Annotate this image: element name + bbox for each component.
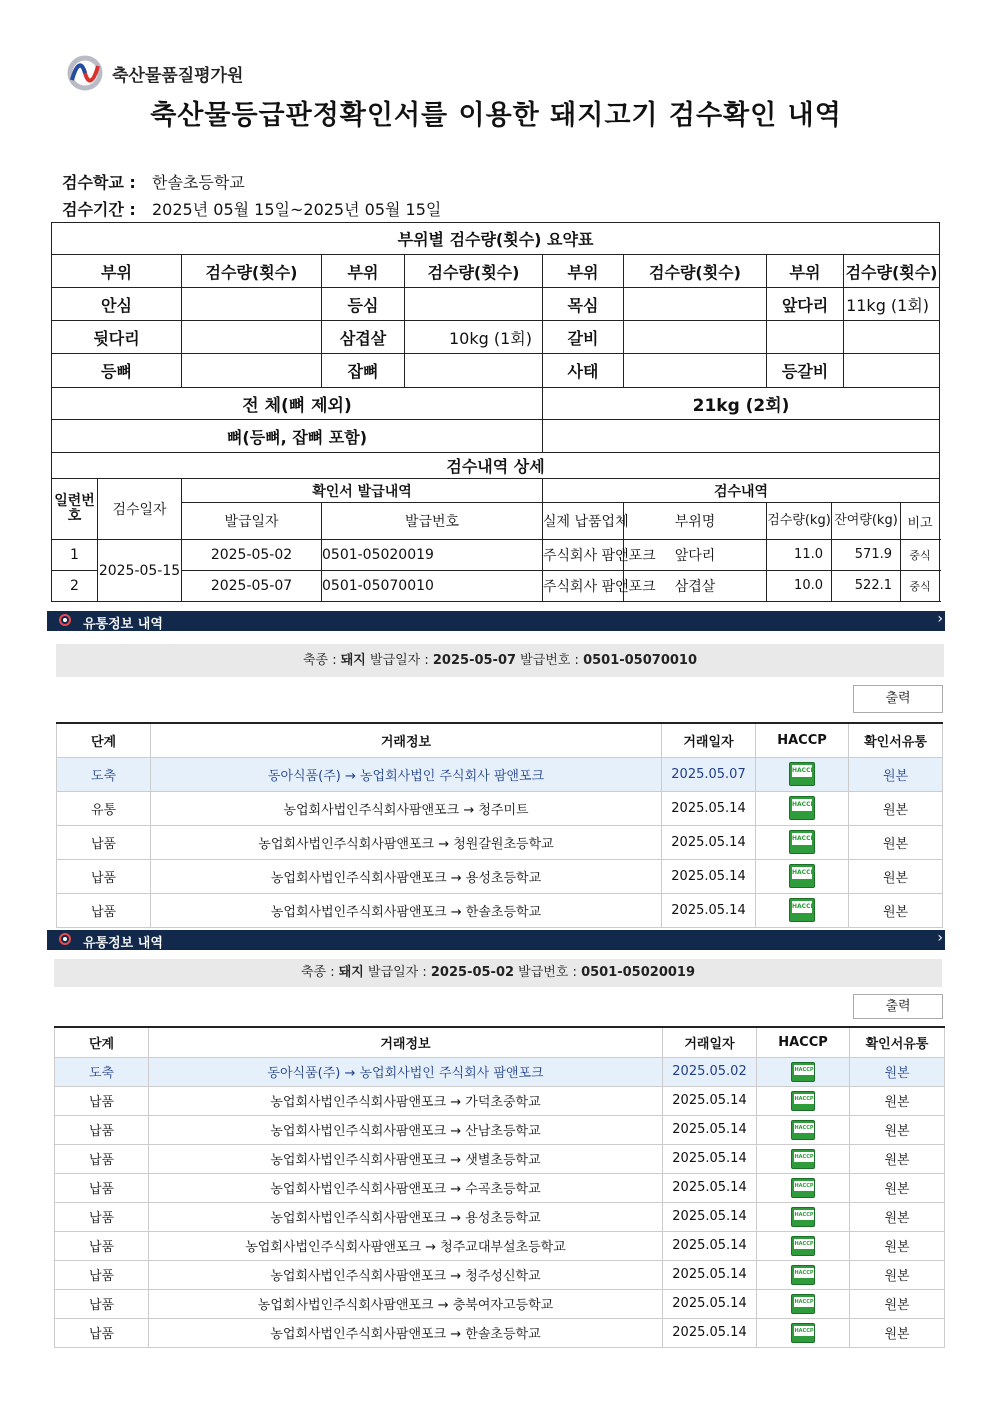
trade-date-cell: 2025.05.07 — [662, 757, 756, 791]
cert-cell: 원본 — [850, 1115, 945, 1144]
trade-info-cell: 농업회사법인주식회사팜앤포크 → 충북여자고등학교 — [149, 1289, 663, 1318]
stage-cell: 납품 — [57, 893, 151, 927]
print-button[interactable]: 출력 — [853, 685, 943, 713]
amount-header: 검수량(kg) — [767, 503, 832, 539]
table-row[interactable] — [55, 1231, 945, 1260]
haccp-badge-text: HACCP — [794, 1240, 814, 1247]
remain-cell: 522.1 — [832, 571, 901, 601]
stage-cell: 납품 — [55, 1086, 149, 1115]
stage-cell: 납품 — [55, 1144, 149, 1173]
summary-title: 부위별 검수량(횟수) 요약표 — [52, 223, 940, 255]
haccp-badge-icon — [789, 864, 815, 888]
detail-row — [52, 571, 940, 602]
table-row[interactable] — [55, 1173, 945, 1202]
haccp-cell — [757, 1086, 850, 1115]
stage-cell: 납품 — [55, 1115, 149, 1144]
table-row[interactable] — [57, 825, 943, 859]
amount-cell — [624, 288, 767, 321]
haccp-badge-icon — [789, 796, 815, 820]
amount-cell — [624, 354, 767, 388]
issue-date-value: 2025-05-02 — [430, 965, 515, 980]
print-button[interactable]: 출력 — [853, 994, 943, 1019]
school-row — [62, 170, 245, 193]
period-value: 2025년 05월 15일~2025년 05월 15일 — [152, 200, 442, 219]
trade-info-cell: 동아식품(주) → 농업회사법인 주식회사 팜앤포크 — [149, 1057, 663, 1086]
part-cell: 삼겹살 — [322, 321, 405, 354]
table-row[interactable] — [55, 1144, 945, 1173]
serial-cell: 1 — [52, 540, 98, 571]
haccp-badge-icon — [791, 1062, 815, 1082]
table-row[interactable] — [57, 859, 943, 893]
table-row[interactable] — [55, 1260, 945, 1289]
trade-info-header: 거래정보 — [151, 723, 662, 757]
haccp-badge-icon — [791, 1091, 815, 1111]
trade-date-cell: 2025.05.14 — [663, 1231, 757, 1260]
trade-date-cell: 2025.05.14 — [663, 1086, 757, 1115]
amount-cell: 11kg (1회) — [844, 288, 940, 321]
haccp-cell — [757, 1173, 850, 1202]
haccp-badge-icon — [789, 898, 815, 922]
date-header: 검수일자 — [98, 479, 182, 540]
table-row[interactable] — [57, 893, 943, 927]
haccp-badge-text: HACCP — [794, 1066, 814, 1073]
trade-info-cell: 농업회사법인주식회사팜앤포크 → 샛별초등학교 — [149, 1144, 663, 1173]
haccp-header: HACCP — [757, 1027, 850, 1057]
part-cell: 안심 — [52, 288, 182, 321]
dist-info-2 — [54, 959, 942, 987]
issue-no-value: 0501-05020019 — [581, 965, 696, 980]
haccp-badge-text: HACCP — [794, 1298, 814, 1305]
issue-no-label: 발급번호 : — [516, 653, 584, 668]
amount-cell — [182, 321, 322, 354]
dist-bar-title: 유통정보 내역 — [83, 617, 163, 632]
haccp-badge-text: HACCP — [794, 1124, 814, 1131]
haccp-badge-icon — [791, 1178, 815, 1198]
bone-label: 뼈(등뼈, 잡뼈 포함) — [52, 420, 543, 453]
stage-cell: 도축 — [55, 1057, 149, 1086]
col-amount: 검수량(횟수) — [624, 255, 767, 288]
trade-date-cell: 2025.05.14 — [663, 1115, 757, 1144]
cert-cell: 원본 — [850, 1057, 945, 1086]
cert-cell: 원본 — [849, 893, 943, 927]
issue-date-cell: 2025-05-07 — [182, 571, 322, 602]
part-cell: 등갈비 — [767, 354, 844, 388]
issue-no-value: 0501-05070010 — [583, 653, 698, 668]
haccp-badge-icon — [791, 1265, 815, 1285]
table-row[interactable] — [55, 1086, 945, 1115]
trade-info-cell: 농업회사법인주식회사팜앤포크 → 한솔초등학교 — [149, 1318, 663, 1347]
stage-cell: 유통 — [57, 791, 151, 825]
haccp-cell — [757, 1289, 850, 1318]
cert-cell: 원본 — [850, 1173, 945, 1202]
amount-cell — [405, 354, 543, 388]
dist-bar-title: 유통정보 내역 — [83, 936, 163, 951]
stage-cell: 납품 — [55, 1231, 149, 1260]
org-name: 축산물품질평가원 — [112, 66, 244, 86]
cert-cell: 원본 — [850, 1144, 945, 1173]
logo-mark-icon — [66, 56, 106, 90]
bone-value — [543, 420, 940, 453]
issue-no-cell: 0501-05070010 — [322, 571, 543, 602]
issue-no-header: 발급번호 — [322, 503, 543, 540]
cert-cell: 원본 — [850, 1289, 945, 1318]
trade-date-cell: 2025.05.14 — [663, 1202, 757, 1231]
table-row[interactable] — [55, 1115, 945, 1144]
trade-date-cell: 2025.05.14 — [663, 1173, 757, 1202]
trade-date-cell: 2025.05.14 — [663, 1144, 757, 1173]
trade-info-cell: 동아식품(주) → 농업회사법인 주식회사 팜앤포크 — [151, 757, 662, 791]
table-row[interactable] — [55, 1057, 945, 1086]
haccp-cell — [756, 825, 849, 859]
issue-date-label: 발급일자 : — [365, 653, 433, 668]
haccp-badge-icon — [791, 1120, 815, 1140]
trade-date-cell: 2025.05.14 — [663, 1289, 757, 1318]
trade-info-cell: 농업회사법인주식회사팜앤포크 → 한솔초등학교 — [151, 893, 662, 927]
trade-info-cell: 농업회사법인주식회사팜앤포크 → 청원갈원초등학교 — [151, 825, 662, 859]
note-cell: 중식 — [909, 549, 931, 562]
part-cell: 사태 — [543, 354, 624, 388]
chevron-right-icon[interactable]: › — [937, 611, 943, 627]
col-part: 부위 — [543, 255, 624, 288]
trade-info-cell: 농업회사법인주식회사팜앤포크 → 용성초등학교 — [151, 859, 662, 893]
amount-note-headers — [767, 503, 940, 540]
total-value: 21kg (2회) — [543, 388, 940, 420]
haccp-badge-icon — [789, 762, 815, 786]
stage-cell: 도축 — [57, 757, 151, 791]
table-row[interactable] — [57, 791, 943, 825]
haccp-badge-icon — [791, 1323, 815, 1343]
trade-date-cell: 2025.05.14 — [663, 1318, 757, 1347]
stage-cell: 납품 — [55, 1260, 149, 1289]
summary-table — [51, 222, 940, 602]
stage-cell: 납품 — [55, 1289, 149, 1318]
chevron-right-icon[interactable]: › — [937, 930, 943, 946]
amount-cells — [767, 571, 940, 602]
page-title: 축산물등급판정확인서를 이용한 돼지고기 검수확인 내역 — [150, 100, 842, 131]
issue-no-label: 발급번호 : — [514, 965, 582, 980]
amount-cells — [767, 540, 940, 571]
haccp-badge-icon — [791, 1294, 815, 1314]
amount-cell — [844, 321, 940, 354]
cert-cell: 원본 — [850, 1318, 945, 1347]
haccp-cell — [756, 859, 849, 893]
stage-cell: 납품 — [55, 1318, 149, 1347]
supplier-header: 실제 납품업체 — [543, 503, 624, 540]
cert-cell: 원본 — [850, 1231, 945, 1260]
note-cell: 중식 — [909, 580, 931, 593]
haccp-badge-text: HACCP — [794, 1327, 814, 1334]
part-header: 부위명 — [624, 503, 767, 540]
trade-date-header: 거래일자 — [662, 723, 756, 757]
summary-row — [52, 354, 940, 388]
haccp-badge-text: HACCP — [794, 1153, 814, 1160]
part-cell: 잡뼈 — [322, 354, 405, 388]
supplier-cell: 주식회사 팜앤포크 — [543, 571, 624, 602]
issue-date-label: 발급일자 : — [363, 965, 431, 980]
haccp-badge-text: HACCP — [792, 901, 812, 913]
trade-date-cell: 2025.05.14 — [662, 893, 756, 927]
haccp-cell — [757, 1202, 850, 1231]
trade-info-header: 거래정보 — [149, 1027, 663, 1057]
school-value: 한솔초등학교 — [152, 173, 245, 192]
stage-cell: 납품 — [57, 825, 151, 859]
trade-info-cell: 농업회사법인주식회사팜앤포크 → 청주미트 — [151, 791, 662, 825]
haccp-badge-text: HACCP — [794, 1269, 814, 1276]
col-amount: 검수량(횟수) — [182, 255, 322, 288]
amount-cell — [405, 288, 543, 321]
stage-header: 단계 — [57, 723, 151, 757]
amount-cell: 10.0 — [767, 571, 832, 601]
haccp-header: HACCP — [756, 723, 849, 757]
dist-table-1 — [56, 722, 943, 928]
col-amount: 검수량(횟수) — [405, 255, 543, 288]
trade-date-header: 거래일자 — [663, 1027, 757, 1057]
check-group-header: 검수내역 — [543, 479, 940, 503]
table-row[interactable] — [55, 1318, 945, 1347]
dist-info-1 — [56, 644, 944, 677]
haccp-badge-text: HACCP — [792, 867, 812, 879]
issue-date-cell: 2025-05-02 — [182, 540, 322, 571]
species-label: 축종 : — [302, 653, 341, 668]
check-date-cell: 2025-05-15 — [98, 540, 182, 602]
serial-header: 일련번호 — [52, 479, 98, 540]
haccp-badge-text: HACCP — [792, 765, 812, 777]
haccp-badge-text: HACCP — [792, 799, 812, 811]
part-cell: 삼겹살 — [624, 571, 767, 602]
haccp-badge-icon — [789, 830, 815, 854]
haccp-cell — [757, 1318, 850, 1347]
table-row[interactable] — [55, 1202, 945, 1231]
trade-date-cell: 2025.05.14 — [663, 1260, 757, 1289]
remain-header: 잔여량(kg) — [832, 503, 901, 539]
issue-date-value: 2025-05-07 — [432, 653, 517, 668]
cert-cell: 원본 — [849, 825, 943, 859]
period-row — [62, 197, 441, 220]
trade-date-cell: 2025.05.14 — [662, 859, 756, 893]
haccp-badge-icon — [791, 1236, 815, 1256]
note-header: 비고 — [907, 515, 933, 531]
cert-cell: 원본 — [849, 757, 943, 791]
serial-cell: 2 — [52, 571, 98, 602]
part-cell: 등심 — [322, 288, 405, 321]
part-cell: 앞다리 — [624, 540, 767, 571]
cert-header: 확인서유통 — [849, 723, 943, 757]
trade-info-cell: 농업회사법인주식회사팜앤포크 → 수곡초등학교 — [149, 1173, 663, 1202]
amount-cell — [182, 354, 322, 388]
haccp-badge-text: HACCP — [794, 1211, 814, 1218]
cert-cell: 원본 — [850, 1202, 945, 1231]
haccp-cell — [756, 757, 849, 791]
amount-cell: 11.0 — [767, 540, 832, 570]
col-amount: 검수량(횟수) — [844, 255, 940, 288]
total-label: 전 체(뼈 제외) — [52, 388, 543, 420]
part-cell: 뒷다리 — [52, 321, 182, 354]
trade-date-cell: 2025.05.14 — [662, 791, 756, 825]
cert-group-header: 확인서 발급내역 — [182, 479, 543, 503]
part-cell: 앞다리 — [767, 288, 844, 321]
part-cell: 목심 — [543, 288, 624, 321]
period-label: 검수기간 : — [62, 200, 136, 219]
haccp-badge-text: HACCP — [792, 833, 812, 845]
haccp-cell — [756, 893, 849, 927]
haccp-cell — [756, 791, 849, 825]
supplier-cell: 주식회사 팜앤포크 — [543, 540, 624, 571]
amount-cell — [844, 354, 940, 388]
part-cell: 갈비 — [543, 321, 624, 354]
stage-cell: 납품 — [57, 859, 151, 893]
haccp-badge-text: HACCP — [794, 1182, 814, 1189]
part-cell: 등뼈 — [52, 354, 182, 388]
cert-cell: 원본 — [850, 1260, 945, 1289]
issue-no-cell: 0501-05020019 — [322, 540, 543, 571]
haccp-cell — [757, 1260, 850, 1289]
trade-info-cell: 농업회사법인주식회사팜앤포크 → 청주교대부설초등학교 — [149, 1231, 663, 1260]
haccp-badge-text: HACCP — [794, 1095, 814, 1102]
school-label: 검수학교 : — [62, 173, 136, 192]
detail-title: 검수내역 상세 — [52, 453, 940, 479]
trade-date-cell: 2025.05.14 — [662, 825, 756, 859]
cert-cell: 원본 — [849, 791, 943, 825]
cert-cell: 원본 — [849, 859, 943, 893]
trade-date-cell: 2025.05.02 — [663, 1057, 757, 1086]
haccp-cell — [757, 1115, 850, 1144]
col-part: 부위 — [52, 255, 182, 288]
haccp-cell — [757, 1057, 850, 1086]
amount-cell — [624, 321, 767, 354]
dist-table-2 — [54, 1026, 945, 1348]
haccp-badge-icon — [791, 1149, 815, 1169]
detail-row — [52, 540, 940, 571]
part-cell — [767, 321, 844, 354]
info-circle-icon — [59, 614, 71, 626]
trade-info-cell: 농업회사법인주식회사팜앤포크 → 용성초등학교 — [149, 1202, 663, 1231]
haccp-badge-icon — [791, 1207, 815, 1227]
haccp-cell — [757, 1231, 850, 1260]
stage-cell: 납품 — [55, 1173, 149, 1202]
remain-cell: 571.9 — [832, 540, 901, 570]
col-part: 부위 — [322, 255, 405, 288]
info-circle-icon — [59, 933, 71, 945]
amount-cell: 10kg (1회) — [405, 321, 543, 354]
issue-date-header: 발급일자 — [182, 503, 322, 540]
species-value: 돼지 — [338, 965, 364, 980]
cert-header: 확인서유통 — [850, 1027, 945, 1057]
dist-bar-1 — [47, 611, 945, 631]
dist-bar-2 — [47, 930, 945, 950]
org-logo — [66, 56, 276, 90]
trade-info-cell: 농업회사법인주식회사팜앤포크 → 가덕초중학교 — [149, 1086, 663, 1115]
stage-cell: 납품 — [55, 1202, 149, 1231]
table-row[interactable] — [55, 1289, 945, 1318]
trade-info-cell: 농업회사법인주식회사팜앤포크 → 산남초등학교 — [149, 1115, 663, 1144]
trade-info-cell: 농업회사법인주식회사팜앤포크 → 청주성신학교 — [149, 1260, 663, 1289]
table-row[interactable] — [57, 757, 943, 791]
summary-row — [52, 321, 940, 354]
col-part: 부위 — [767, 255, 844, 288]
cert-cell: 원본 — [850, 1086, 945, 1115]
species-value: 돼지 — [340, 653, 366, 668]
summary-row — [52, 288, 940, 321]
stage-header: 단계 — [55, 1027, 149, 1057]
amount-cell — [182, 288, 322, 321]
species-label: 축종 : — [300, 965, 339, 980]
haccp-cell — [757, 1144, 850, 1173]
